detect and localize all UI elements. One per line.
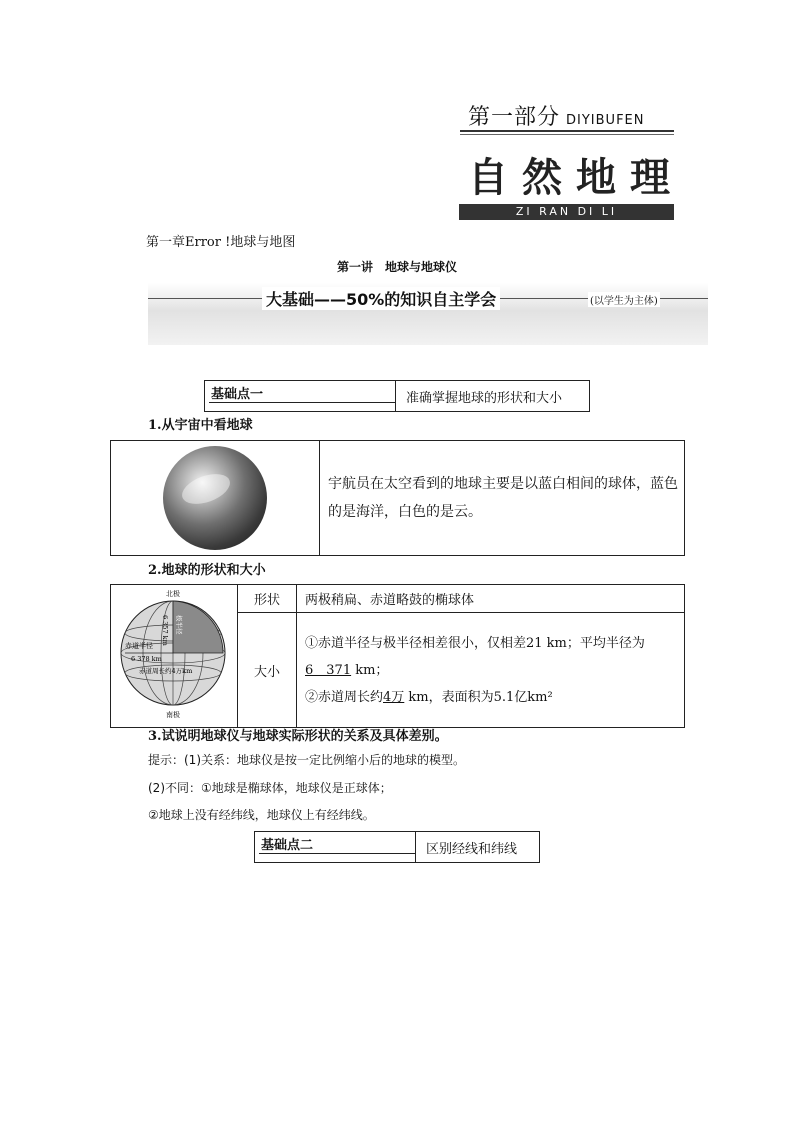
header-rule <box>460 130 674 132</box>
banner-heading: 大基础——50%的知识自主学会 <box>262 287 500 310</box>
chapter-title: 第一章Error !地球与地图 <box>146 235 296 250</box>
section-title: 准确掌握地球的形状和大小 <box>406 390 563 406</box>
section-label: 基础点一 <box>211 387 264 402</box>
earth-from-space-table <box>110 440 685 556</box>
section-label-left <box>205 381 396 411</box>
item1-heading: 1.从宇宙中看地球 <box>148 418 253 433</box>
hint-line-3: ②地球上没有经纬线，地球仪上有经纬线。 <box>148 808 375 822</box>
hint-line-2: (2)不同：①地球是椭球体，地球仪是正球体； <box>148 781 392 795</box>
earth-diagram <box>111 585 237 723</box>
size-label: 大小 <box>238 613 297 728</box>
polar-radius-label: 极半径 <box>175 615 183 635</box>
earth-diagram-cell <box>111 585 238 728</box>
size-line-1: ①赤道半径与极半径相差很小，仅相差21 km；平均半径为 <box>305 635 645 651</box>
earth-description: 宇航员在太空看到的地球主要是以蓝白相间的球体，蓝色的是海洋，白色的是云。 <box>320 441 685 556</box>
hint-line-1: 提示：(1)关系：地球仪是按一定比例缩小后的地球的模型。 <box>148 753 466 767</box>
section-label-left <box>255 832 416 862</box>
main-title: 自然地理 <box>468 155 684 201</box>
north-pole-label: 北极 <box>166 590 180 598</box>
equatorial-radius-value: 6 378 km <box>131 655 162 663</box>
shape-text: 两极稍扁、赤道略鼓的椭球体 <box>297 585 685 613</box>
shape-label: 形状 <box>238 585 297 613</box>
title-pinyin-bar: ZI RAN DI LI <box>459 204 674 220</box>
item3-heading: 3.试说明地球仪与地球实际形状的关系及具体差别。 <box>148 729 448 744</box>
part-pinyin: DIYIBUFEN <box>566 113 645 128</box>
size-line-2: 6 371 km； <box>305 662 389 678</box>
circumference-value: 4万 <box>383 689 405 705</box>
earth-photo <box>163 446 267 550</box>
equatorial-radius-label: 赤道半径 <box>125 642 153 650</box>
section-label-box-2 <box>254 831 540 863</box>
banner-note: (以学生为主体) <box>588 292 660 307</box>
mean-radius-value: 6 371 <box>305 662 352 678</box>
equator-circumference-label: 赤道周长约4万km <box>139 667 193 675</box>
earth-image-cell <box>111 441 320 556</box>
part-label: 第一部分 <box>468 105 561 130</box>
size-line-3: ②赤道周长约4万 km，表面积为5.1亿km² <box>305 689 553 705</box>
polar-radius-value: 6 357 km <box>161 615 169 646</box>
section-label-underline <box>209 402 395 403</box>
size-text <box>297 613 685 728</box>
section-label-box-1 <box>204 380 590 412</box>
header-rule-thin <box>460 134 674 135</box>
section-label: 基础点二 <box>261 838 314 853</box>
south-pole-label: 南极 <box>166 711 180 719</box>
lecture-title: 第一讲 地球与地球仪 <box>336 260 457 274</box>
section-label-underline <box>259 853 415 854</box>
part-title <box>468 100 644 131</box>
item2-heading: 2.地球的形状和大小 <box>148 563 266 578</box>
section-title: 区别经线和纬线 <box>426 841 518 857</box>
earth-shape-size-table <box>110 584 685 728</box>
